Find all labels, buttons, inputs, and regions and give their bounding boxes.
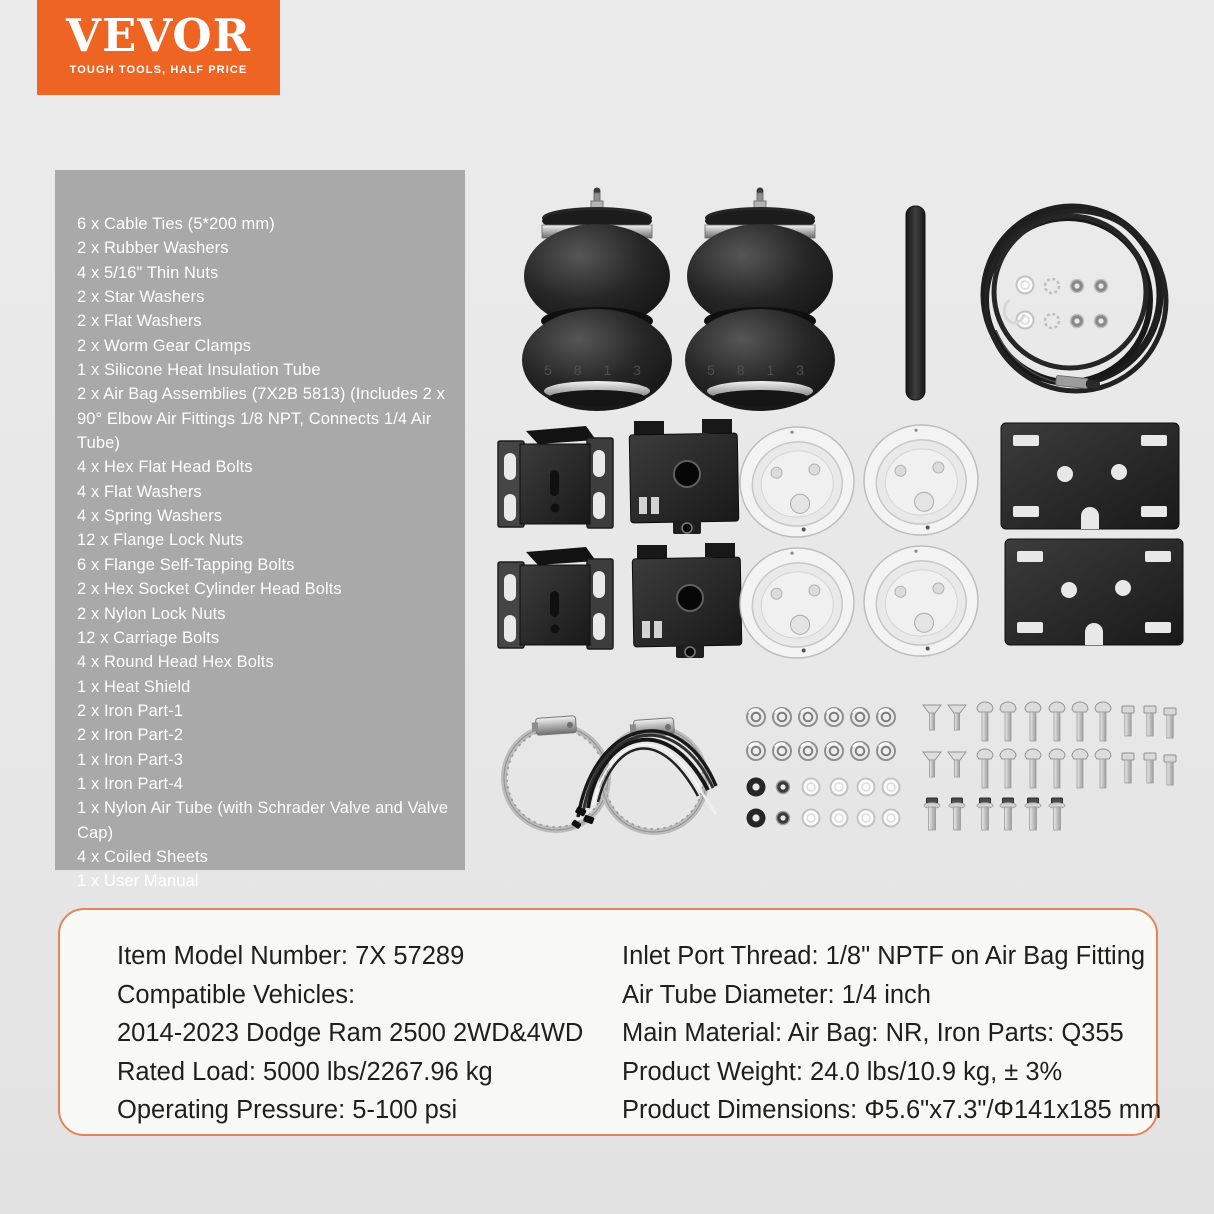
product-photos	[480, 160, 1214, 880]
parts-list-item: 2 x Iron Part-1	[77, 701, 184, 720]
spec-line: Air Tube Diameter: 1/4 inch	[622, 980, 931, 1009]
parts-list-item: 4 x Hex Flat Head Bolts	[77, 458, 253, 477]
parts-list-item: 1 x Nylon Air Tube (with Schrader Valve and Valve Cap)	[77, 799, 449, 842]
parts-list-item: 2 x Worm Gear Clamps	[77, 336, 252, 355]
coiled-sheet-photo	[857, 539, 985, 664]
coil-washers-photo	[1004, 277, 1107, 329]
parts-list-item: 2 x Nylon Lock Nuts	[77, 604, 226, 623]
parts-list-item: 1 x Iron Part-3	[77, 750, 184, 769]
spec-line: Product Dimensions: Φ5.6"x7.3"/Φ141x185 mm	[622, 1096, 1162, 1124]
spec-line: Compatible Vehicles:	[117, 980, 356, 1009]
iron-part-1-photo	[498, 426, 613, 528]
nuts-washers-photo	[747, 708, 900, 828]
air-bag-assembly-photo	[522, 188, 672, 412]
parts-list-item: 2 x Air Bag Assemblies (7X2B 5813) (Includes 2 x 90° Elbow Air Fittings 1/8 NPT, Connects 1/4 Air Tube)	[77, 385, 445, 453]
parts-list-item: 2 x Iron Part-2	[77, 726, 184, 745]
air-bag-marking-text: 5 8 1 3	[707, 362, 813, 378]
bolts-photo	[923, 702, 1176, 830]
brand-tagline: TOUGH TOOLS, HALF PRICE	[69, 64, 248, 76]
parts-list-item: 6 x Cable Ties (5*200 mm)	[77, 215, 275, 233]
vevor-logo	[37, 0, 280, 95]
parts-list-item: 2 x Rubber Washers	[77, 239, 229, 258]
parts-list-item: 2 x Star Washers	[77, 288, 205, 307]
parts-list-item: 4 x Spring Washers	[77, 507, 223, 526]
coiled-sheet-photo	[733, 420, 861, 545]
iron-part-4-photo	[1005, 539, 1183, 645]
spec-line: 2014-2023 Dodge Ram 2500 2WD&4WD	[117, 1019, 584, 1047]
iron-part-2-photo	[629, 419, 739, 534]
parts-list-item: 4 x Round Head Hex Bolts	[77, 653, 274, 672]
parts-list-item: 4 x Flat Washers	[77, 482, 202, 501]
parts-list-item: 6 x Flange Self-Tapping Bolts	[77, 555, 295, 574]
spec-line: Operating Pressure: 5-100 psi	[117, 1096, 458, 1124]
air-bag-marking-text: 5 8 1 3	[544, 362, 650, 378]
spec-line: Product Weight: 24.0 lbs/10.9 kg, ± 3%	[622, 1057, 1063, 1086]
coiled-sheet-photo	[733, 541, 861, 666]
spec-line: Item Model Number: 7X 57289	[117, 942, 465, 970]
iron-part-2-photo	[632, 543, 742, 658]
parts-list-item: 12 x Carriage Bolts	[77, 628, 220, 647]
parts-list-item: 1 x User Manual	[77, 872, 199, 891]
spec-line: Rated Load: 5000 lbs/2267.96 kg	[117, 1057, 493, 1086]
parts-list-item: 1 x Iron Part-4	[77, 774, 184, 793]
parts-list-item: 4 x 5/16" Thin Nuts	[77, 263, 219, 282]
coiled-sheet-photo	[857, 418, 985, 543]
brand-name: VEVOR	[66, 9, 251, 62]
parts-list-item: 2 x Flat Washers	[77, 312, 202, 331]
spec-line: Main Material: Air Bag: NR, Iron Parts: Q355	[622, 1019, 1124, 1047]
iron-part-3-photo	[1001, 423, 1179, 529]
specs-right-column	[622, 937, 1161, 1130]
iron-part-1-photo	[498, 547, 613, 649]
worm-gear-clamps-photo	[504, 716, 716, 832]
parts-list-item: 1 x Heat Shield	[77, 677, 191, 696]
spec-line: Inlet Port Thread: 1/8" NPTF on Air Bag Fitting	[622, 942, 1146, 970]
specs-panel	[58, 908, 1162, 1136]
specs-left-column	[117, 937, 583, 1130]
parts-list-item: 2 x Hex Socket Cylinder Head Bolts	[77, 580, 342, 599]
parts-list-item: 4 x Coiled Sheets	[77, 847, 209, 866]
parts-list-panel	[55, 170, 465, 891]
air-bag-assembly-photo	[685, 188, 835, 412]
air-tube-coil-photo	[984, 207, 1166, 391]
parts-list-item: 12 x Flange Lock Nuts	[77, 531, 244, 550]
heat-insulation-tube-photo	[906, 206, 925, 400]
parts-list-item: 1 x Silicone Heat Insulation Tube	[77, 361, 321, 380]
